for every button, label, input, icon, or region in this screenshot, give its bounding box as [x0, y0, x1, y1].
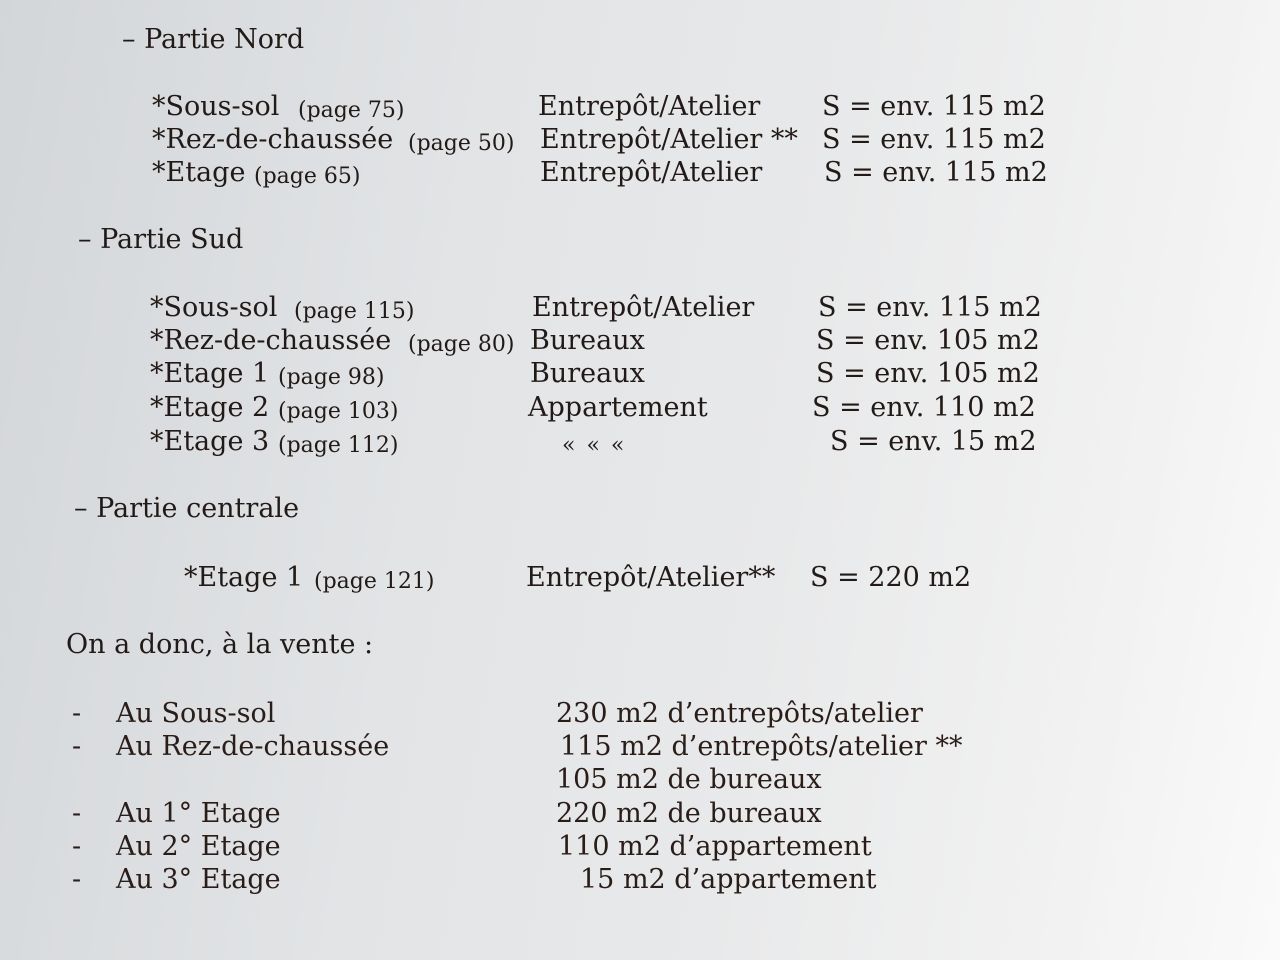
summary-value: 110 m2 d’appartement: [558, 831, 872, 862]
row-surface: S = env. 15 m2: [830, 426, 1037, 457]
bullet: -: [72, 698, 82, 729]
row-use-ditto: « « «: [562, 433, 627, 458]
row-surface: S = env. 110 m2: [812, 392, 1036, 423]
row-level: *Etage 1: [150, 358, 270, 389]
section-title-centrale: – Partie centrale: [74, 493, 300, 524]
summary-label: Au Rez-de-chaussée: [116, 731, 390, 762]
summary-value: 15 m2 d’appartement: [580, 864, 877, 895]
summary-label: Au 2° Etage: [116, 831, 281, 862]
row-page: (page 103): [278, 399, 399, 424]
row-surface: S = env. 115 m2: [818, 292, 1042, 323]
row-use: Entrepôt/Atelier **: [540, 124, 798, 155]
row-surface: S = env. 115 m2: [822, 124, 1046, 155]
bullet: -: [72, 864, 82, 895]
bullet: -: [72, 798, 82, 829]
section-title-sud: – Partie Sud: [78, 224, 244, 255]
row-surface: S = env. 115 m2: [824, 157, 1048, 188]
row-surface: S = 220 m2: [810, 562, 972, 593]
bullet: -: [72, 731, 82, 762]
row-page: (page 65): [254, 164, 361, 189]
row-page: (page 98): [278, 365, 385, 390]
summary-label: Au Sous-sol: [116, 698, 276, 729]
row-page: (page 80): [408, 332, 515, 357]
row-surface: S = env. 105 m2: [816, 358, 1040, 389]
row-use: Bureaux: [530, 325, 645, 356]
row-level: *Etage 2: [150, 392, 270, 423]
row-level: *Sous-sol: [152, 91, 280, 122]
row-level: *Etage 3: [150, 426, 270, 457]
row-use: Entrepôt/Atelier: [532, 292, 755, 323]
row-use: Appartement: [528, 392, 708, 423]
summary-label: Au 1° Etage: [116, 798, 281, 829]
section-title-nord: – Partie Nord: [122, 24, 305, 55]
row-page: (page 112): [278, 433, 399, 458]
summary-value: 115 m2 d’entrepôts/atelier **: [560, 731, 963, 762]
summary-value: 105 m2 de bureaux: [556, 764, 822, 795]
row-level: *Etage: [152, 157, 246, 188]
bullet: -: [72, 831, 82, 862]
row-surface: S = env. 105 m2: [816, 325, 1040, 356]
row-surface: S = env. 115 m2: [822, 91, 1046, 122]
row-page: (page 115): [294, 299, 415, 324]
row-use: Bureaux: [530, 358, 645, 389]
row-level: *Sous-sol: [150, 292, 278, 323]
summary-value: 230 m2 d’entrepôts/atelier: [556, 698, 923, 729]
row-page: (page 50): [408, 131, 515, 156]
row-page: (page 75): [298, 98, 405, 123]
summary-label: Au 3° Etage: [116, 864, 281, 895]
summary-intro: On a donc, à la vente :: [66, 629, 374, 660]
row-use: Entrepôt/Atelier**: [526, 562, 776, 593]
row-use: Entrepôt/Atelier: [540, 157, 763, 188]
row-level: *Etage 1: [184, 562, 304, 593]
summary-value: 220 m2 de bureaux: [556, 798, 822, 829]
row-use: Entrepôt/Atelier: [538, 91, 761, 122]
row-page: (page 121): [314, 569, 435, 594]
row-level: *Rez-de-chaussée: [150, 325, 392, 356]
row-level: *Rez-de-chaussée: [152, 124, 394, 155]
